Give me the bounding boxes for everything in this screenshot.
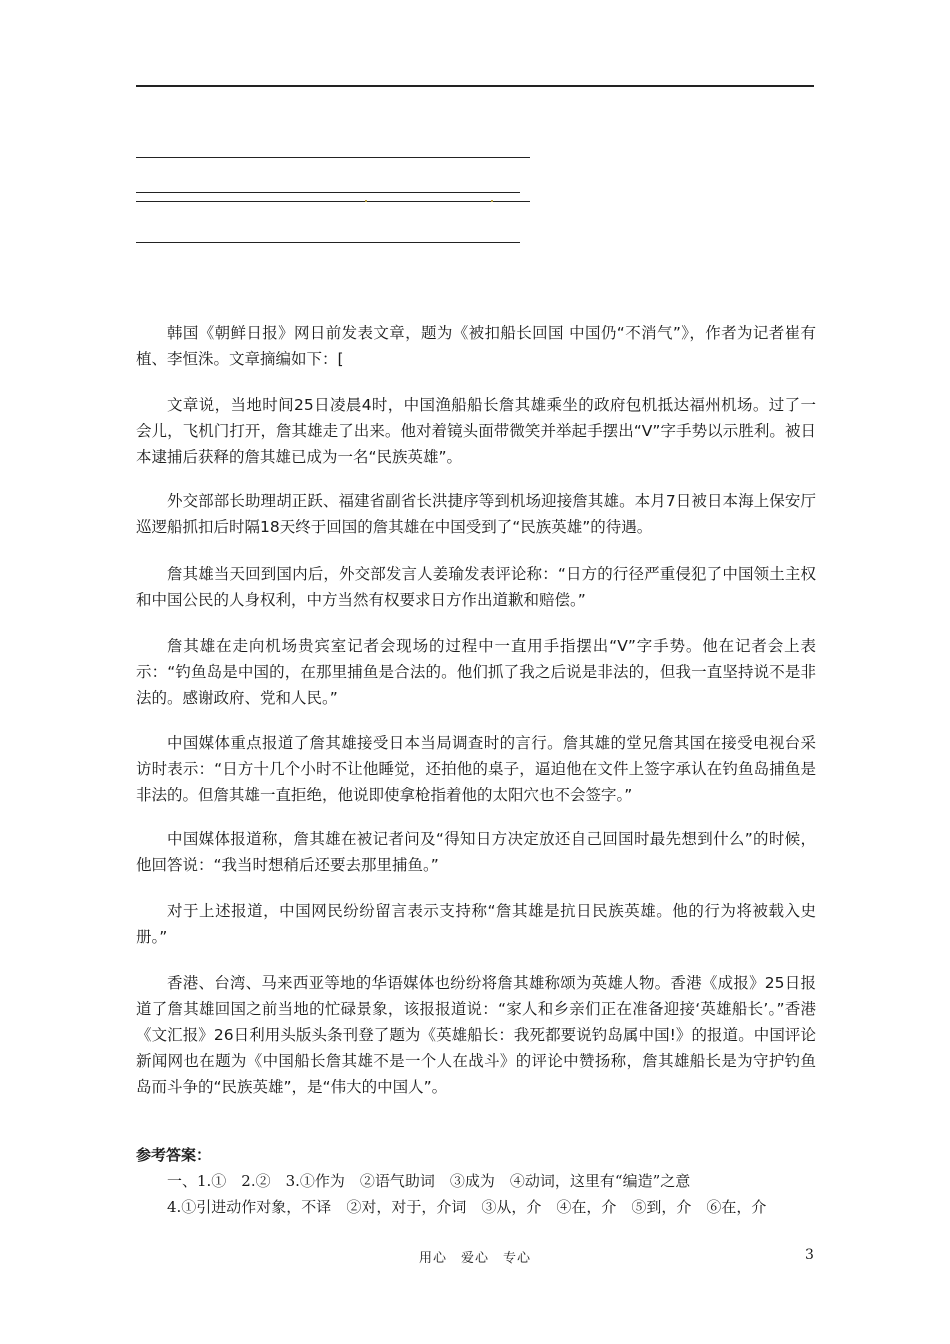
answers-heading: 参考答案： <box>136 1146 212 1164</box>
blank-line-1 <box>136 157 530 158</box>
blank-line-2 <box>136 192 520 193</box>
answer-line: 一、1.① 2.② 3.①作为 ②语气助词 ③成为 ④动词，这里有“编造”之意 <box>167 1172 691 1190</box>
paragraph: 对于上述报道，中国网民纷纷留言表示支持称“詹其雄是抗日民族英雄。他的行为将被载入史册。” <box>136 902 816 946</box>
blank-line-4 <box>136 242 520 243</box>
paragraph: 中国媒体报道称，詹其雄在被记者问及“得知日方决定放还自己回国时最先想到什么”的时候，他回答说：“我当时想稍后还要去那里捕鱼。” <box>136 830 816 874</box>
paragraph: 詹其雄当天回到国内后，外交部发言人姜瑜发表评论称：“日方的行径严重侵犯了中国领土主权和中国公民的人身权利，中方当然有权要求日方作出道歉和赔偿。” <box>136 565 816 609</box>
paragraph: 香港、台湾、马来西亚等地的华语媒体也纷纷将詹其雄称颂为英雄人物。香港《成报》25日报道了詹其雄回国之前当地的忙碌景象，该报报道说：“家人和乡亲们正在准备迎接‘英雄船长’。”香港《文汇报》26日利用头版头条刊登了题为《英雄船长：我死都要说钓岛属中国!》的报道。中国评论新闻网也在题为《中国船长詹其雄不是一个人在战斗》的评论中赞扬称，詹其雄船长是为守护钓鱼岛而斗争的“民族英雄”，是“伟大的中国人”。 <box>136 974 816 1096</box>
paragraph: 中国媒体重点报道了詹其雄接受日本当局调查时的言行。詹其雄的堂兄詹其国在接受电视台采访时表示：“日方十几个小时不让他睡觉，还拍他的桌子，逼迫他在文件上签字承认在钓鱼岛捕鱼是非法的。但詹其雄一直拒绝，他说即使拿枪指着他的太阳穴也不会签字。” <box>136 734 816 804</box>
paragraph: 外交部部长助理胡正跃、福建省副省长洪捷序等到机场迎接詹其雄。本月7日被日本海上保安厅巡逻船抓扣后时隔18天终于回国的詹其雄在中国受到了“民族英雄”的待遇。 <box>136 492 816 536</box>
decorative-dot <box>491 200 493 202</box>
blank-line-3 <box>136 201 530 202</box>
footer-motto: 用心 爱心 专心 <box>418 1251 531 1266</box>
paragraph-intro: 韩国《朝鲜日报》网日前发表文章，题为《被扣船长回国 中国仍“不消气”》，作者为记者崔有植、李恒洙。文章摘编如下：[ <box>136 324 816 368</box>
paragraph: 詹其雄在走向机场贵宾室记者会现场的过程中一直用手指摆出“V”字手势。他在记者会上表示：“钓鱼岛是中国的，在那里捕鱼是合法的。他们抓了我之后说是非法的，但我一直坚持说不是非法的。感谢政府、党和人民。” <box>136 637 816 707</box>
page-number: 3 <box>805 1247 814 1263</box>
paragraph: 文章说，当地时间25日凌晨4时，中国渔船船长詹其雄乘坐的政府包机抵达福州机场。过了一会儿，飞机门打开，詹其雄走了出来。他对着镜头面带微笑并举起手摆出“V”字手势以示胜利。被日本逮捕后获释的詹其雄已成为一名“民族英雄”。 <box>136 396 816 466</box>
header-rule <box>136 85 814 87</box>
answer-line: 4.①引进动作对象，不译 ②对，对于，介词 ③从，介 ④在，介 ⑤到，介 ⑥在，介 <box>167 1198 767 1216</box>
decorative-dot <box>365 200 367 202</box>
